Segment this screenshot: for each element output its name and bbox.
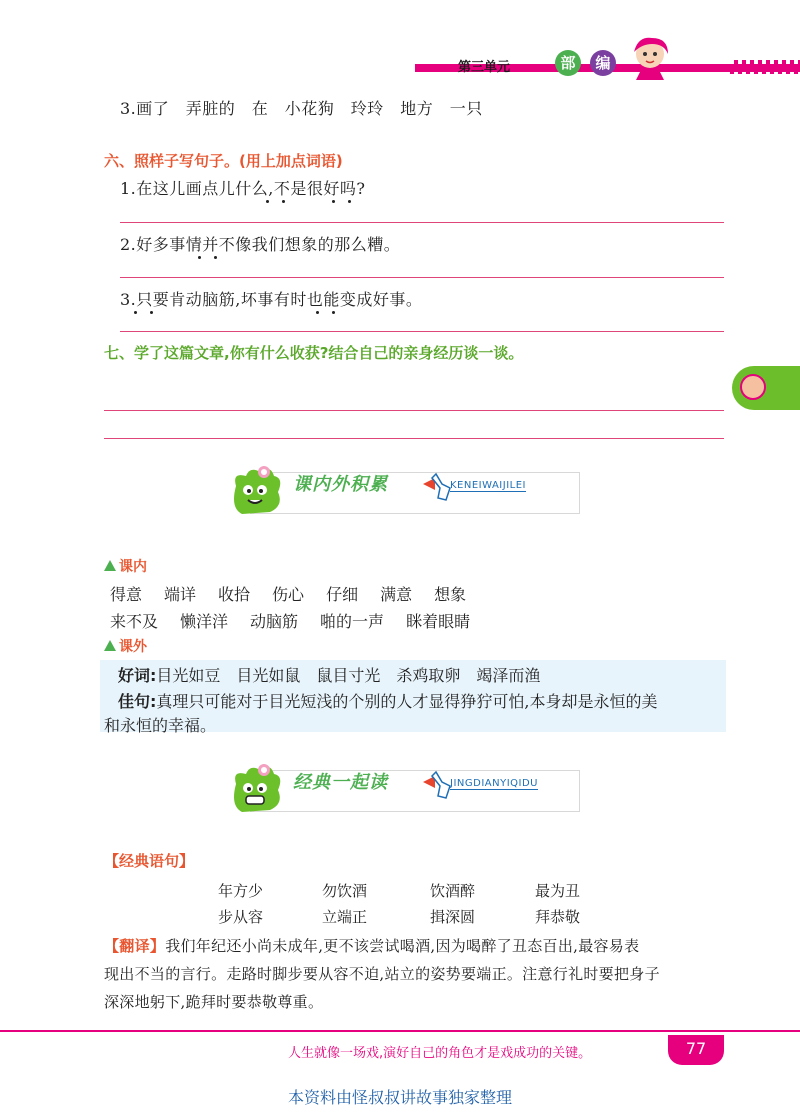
phrase: 立端正 (322, 908, 368, 926)
word: 得意 (110, 585, 143, 604)
sentence-3: 3.只要肯动脑筋,坏事有时也能变成好事。 (120, 290, 423, 309)
translation-label: 【翻译】 (104, 937, 166, 955)
emphasis-dot (348, 200, 351, 203)
triangle-icon (104, 640, 116, 651)
word: 啪的一声 (320, 612, 385, 631)
word: 懒洋洋 (180, 612, 229, 631)
word: 收拾 (218, 585, 251, 604)
phrase: 揖深圆 (430, 908, 476, 926)
word: 来不及 (110, 612, 159, 631)
emphasis-dot (332, 311, 335, 314)
sentence-1: 1.在这儿画点儿什么,不是很好吗? (120, 179, 366, 198)
credit-line: 本资料由怪叔叔讲故事独家整理 (287, 1088, 512, 1107)
phrase: 年方少 (218, 882, 264, 900)
green-mascot-icon (228, 464, 284, 522)
good-sentence-continuation: 和永恒的幸福。 (104, 716, 217, 735)
classic-heading: 【经典语句】 (104, 852, 195, 870)
phrase: 勿饮酒 (322, 882, 368, 900)
banner-classic-reading (228, 762, 580, 822)
word: 眯着眼睛 (406, 612, 471, 631)
answer-line (120, 277, 724, 278)
word: 端详 (164, 585, 197, 604)
pointing-hand-icon (428, 472, 452, 502)
outside-heading (104, 636, 147, 656)
phrase: 步从容 (218, 908, 264, 926)
good-words: 目光如豆 目光如鼠 鼠目寸光 杀鸡取卵 竭泽而渔 (156, 666, 541, 685)
header-checker-decoration (730, 60, 800, 74)
emphasis-dot (266, 200, 269, 203)
answer-line (120, 331, 724, 332)
translation-line-2: 现出不当的言行。走路时脚步要从容不迫,站立的姿势要端正。注意行礼时要把身子 (104, 965, 660, 983)
good-words-label: 好词: (118, 666, 157, 685)
inside-words-row-1 (110, 582, 488, 605)
sentence-2: 2.好多事情并不像我们想象的那么糟。 (120, 235, 401, 254)
inside-label: 课内 (119, 559, 147, 575)
banner-pinyin: JINGDIANYIQIDU (450, 778, 538, 789)
answer-line (104, 438, 724, 439)
page-number: 77 (668, 1035, 724, 1065)
word: 仔细 (326, 585, 359, 604)
green-mascot-icon (228, 762, 284, 820)
good-sentence-label: 佳句: (118, 692, 157, 711)
outside-label: 课外 (119, 639, 147, 655)
emphasis-dot (150, 311, 153, 314)
answer-line (104, 410, 724, 411)
phrase: 拜恭敬 (535, 908, 581, 926)
translation-line-3: 深深地躬下,跪拜时要恭敬尊重。 (104, 993, 324, 1011)
inside-words-row-2 (110, 609, 492, 632)
answer-line (120, 222, 724, 223)
emphasis-dot (214, 256, 217, 259)
badge-bian: 编 (590, 50, 616, 76)
emphasis-dot (134, 311, 137, 314)
inside-heading (104, 556, 147, 576)
reorder-line-3: 3.画了 弄脏的 在 小花狗 玲玲 地方 一只 (120, 99, 483, 118)
banner-title: 经典一起读 (293, 772, 388, 793)
emphasis-dot (332, 200, 335, 203)
unit-label: 第三单元 (458, 60, 511, 75)
translation-line-1 (104, 935, 639, 956)
word: 满意 (380, 585, 413, 604)
footer-rule (0, 1030, 800, 1032)
word: 动脑筋 (250, 612, 299, 631)
girl-face-icon (740, 374, 766, 400)
good-sentence-text: 真理只可能对于目光短浅的个别的人才显得狰狞可怕,本身却是永恒的美 (156, 692, 658, 711)
phrase: 最为丑 (535, 882, 581, 900)
triangle-icon (104, 560, 116, 571)
emphasis-dot (282, 200, 285, 203)
word: 伤心 (272, 585, 305, 604)
good-words-line (118, 663, 540, 686)
side-tab (732, 366, 800, 410)
cartoon-girl-icon (620, 32, 680, 82)
banner-accumulation (228, 464, 580, 524)
footer-motto: 人生就像一场戏,演好自己的角色才是戏成功的关键。 (288, 1046, 592, 1061)
phrase: 饮酒醉 (430, 882, 476, 900)
emphasis-dot (198, 256, 201, 259)
section-7-title: 七、学了这篇文章,你有什么收获?结合自己的亲身经历谈一谈。 (104, 344, 524, 362)
banner-title: 课内外积累 (293, 474, 388, 495)
good-sentence-line (118, 689, 658, 712)
badge-bu: 部 (555, 50, 581, 76)
pointing-hand-icon (428, 770, 452, 800)
section-6-title: 六、照样子写句子。(用上加点词语) (104, 152, 343, 170)
translation-text: 我们年纪还小尚未成年,更不该尝试喝酒,因为喝醉了丑态百出,最容易表 (165, 937, 640, 955)
emphasis-dot (316, 311, 319, 314)
banner-pinyin: KENEIWAIJILEI (450, 480, 526, 491)
word: 想象 (434, 585, 467, 604)
